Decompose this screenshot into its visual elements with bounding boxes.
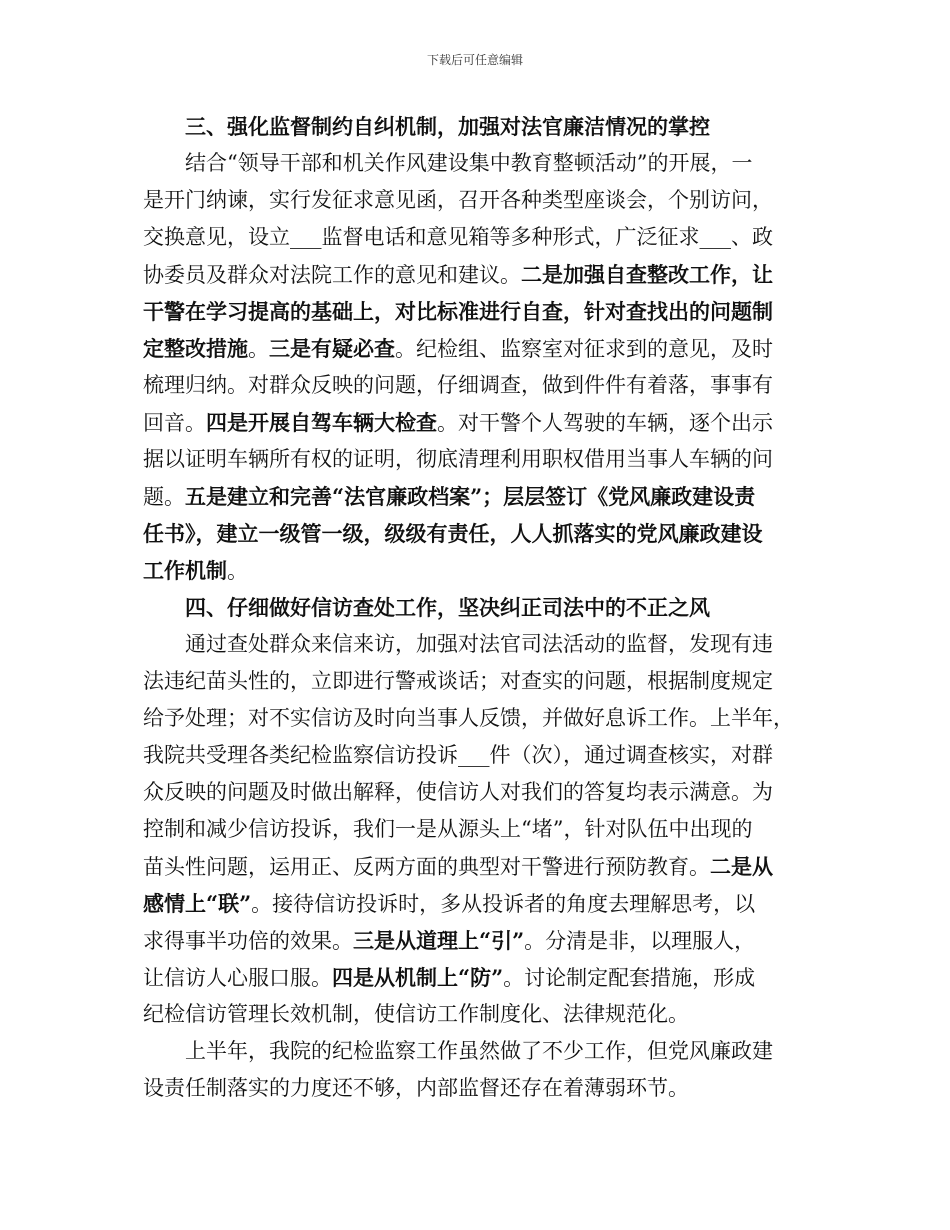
text-line: [143, 885, 811, 922]
section-heading: [143, 589, 811, 626]
text-line: [143, 552, 811, 589]
bold-text-segment: 干警在学习提高的基础上，对比标准进行自查，针对查找出的问题制: [143, 299, 773, 324]
bold-text-segment: 三是有疑必查: [269, 336, 395, 361]
text-line: [143, 293, 811, 330]
text-line: [143, 922, 811, 959]
text-segment: 。对干警个人驾驶的车辆，逐个出示: [437, 411, 773, 435]
text-line: [143, 182, 811, 219]
bold-text-segment: 五是建立和完善“法官廉政档案”；层层签订《党风廉政建设责: [185, 484, 756, 509]
bold-text-segment: 感情上“联”: [143, 891, 252, 916]
text-segment: 。讨论制定配套措施，形成: [503, 966, 756, 990]
text-line: [143, 330, 811, 367]
text-line: [143, 515, 811, 552]
section-heading: [143, 108, 811, 145]
text-line: [143, 700, 811, 737]
text-segment: 苗头性问题，运用正、反两方面的典型对干警进行预防教育。: [143, 855, 710, 879]
text-segment: 让信访人心服口服。: [143, 966, 332, 990]
text-line: [143, 367, 811, 404]
text-segment: 交换意见，设立___监督电话和意见箱等多种形式，广泛征求___、政: [143, 225, 773, 249]
text-segment: 。: [248, 337, 269, 361]
text-line: [143, 441, 811, 478]
text-segment: 结合“领导干部和机关作风建设集中教育整顿活动”的开展，一: [185, 151, 753, 175]
text-segment: 。: [227, 559, 248, 583]
text-segment: 求得事半功倍的效果。: [143, 929, 353, 953]
text-line: [143, 1033, 811, 1070]
text-segment: 纪检信访管理长效机制，使信访工作制度化、法律规范化。: [143, 1002, 689, 1026]
text-line: [143, 996, 811, 1033]
text-line: [143, 737, 811, 774]
text-segment: 。接待信访投诉时，多从投诉者的角度去理解思考，以: [251, 892, 756, 916]
bold-text-segment: 四是从机制上“防”: [332, 965, 504, 990]
bold-text-segment: 工作机制: [143, 558, 227, 583]
bold-text-segment: 二是加强自查整改工作，让: [521, 262, 773, 287]
text-segment: 题。: [143, 485, 185, 509]
text-line: [143, 848, 811, 885]
text-segment: 四、仔细做好信访查处工作，坚决纠正司法中的不正之风: [185, 595, 710, 620]
text-line: [143, 145, 811, 182]
text-segment: 。分清是非，以理服人，: [524, 929, 756, 953]
text-segment: 协委员及群众对法院工作的意见和建议。: [143, 263, 521, 287]
text-segment: 给予处理；对不实信访及时向当事人反馈，并做好息诉工作。上半年，: [143, 706, 794, 730]
text-segment: 回音。: [143, 411, 206, 435]
text-segment: 三、强化监督制约自纠机制，加强对法官廉洁情况的掌控: [185, 114, 710, 139]
text-segment: 设责任制落实的力度还不够，内部监督还存在着薄弱环节。: [143, 1076, 689, 1100]
text-line: [143, 219, 811, 256]
text-line: [143, 256, 811, 293]
text-segment: 上半年，我院的纪检监察工作虽然做了不少工作，但党风廉政建: [185, 1039, 773, 1063]
bold-text-segment: 任书》，建立一级管一级，级级有责任，人人抓落实的党风廉政建设: [143, 521, 763, 546]
bold-text-segment: 四是开展自驾车辆大检查: [206, 410, 437, 435]
bold-text-segment: 二是从: [710, 854, 773, 879]
text-segment: 。纪检组、监察室对征求到的意见，及时: [395, 337, 773, 361]
text-segment: 是开门纳谏，实行发征求意见函，召开各种类型座谈会，个别访问，: [143, 188, 773, 212]
text-segment: 众反映的问题及时做出解释，使信访人对我们的答复均表示满意。为: [143, 780, 773, 804]
text-line: [143, 774, 811, 811]
document-body: [143, 108, 811, 1107]
text-line: [143, 626, 811, 663]
text-line: [143, 478, 811, 515]
bold-text-segment: 三是从道理上“引”: [353, 928, 525, 953]
page-header: 下载后可任意编辑: [426, 53, 523, 67]
text-segment: 控制和减少信访投诉，我们一是从源头上“堵”，针对队伍中出现的: [143, 817, 753, 841]
text-segment: 我院共受理各类纪检监察信访投诉___件（次），通过调查核实，对群: [143, 743, 773, 767]
bold-text-segment: 定整改措施: [143, 336, 248, 361]
text-line: [143, 663, 811, 700]
text-line: [143, 811, 811, 848]
text-segment: 通过查处群众来信来访，加强对法官司法活动的监督，发现有违: [185, 632, 773, 656]
text-segment: 梳理归纳。对群众反映的问题，仔细调查，做到件件有着落，事事有: [143, 373, 773, 397]
text-segment: 据以证明车辆所有权的证明，彻底清理利用职权借用当事人车辆的问: [143, 447, 773, 471]
text-segment: 法违纪苗头性的，立即进行警戒谈话；对查实的问题，根据制度规定: [143, 669, 773, 693]
text-line: [143, 1070, 811, 1107]
text-line: [143, 404, 811, 441]
text-line: [143, 959, 811, 996]
